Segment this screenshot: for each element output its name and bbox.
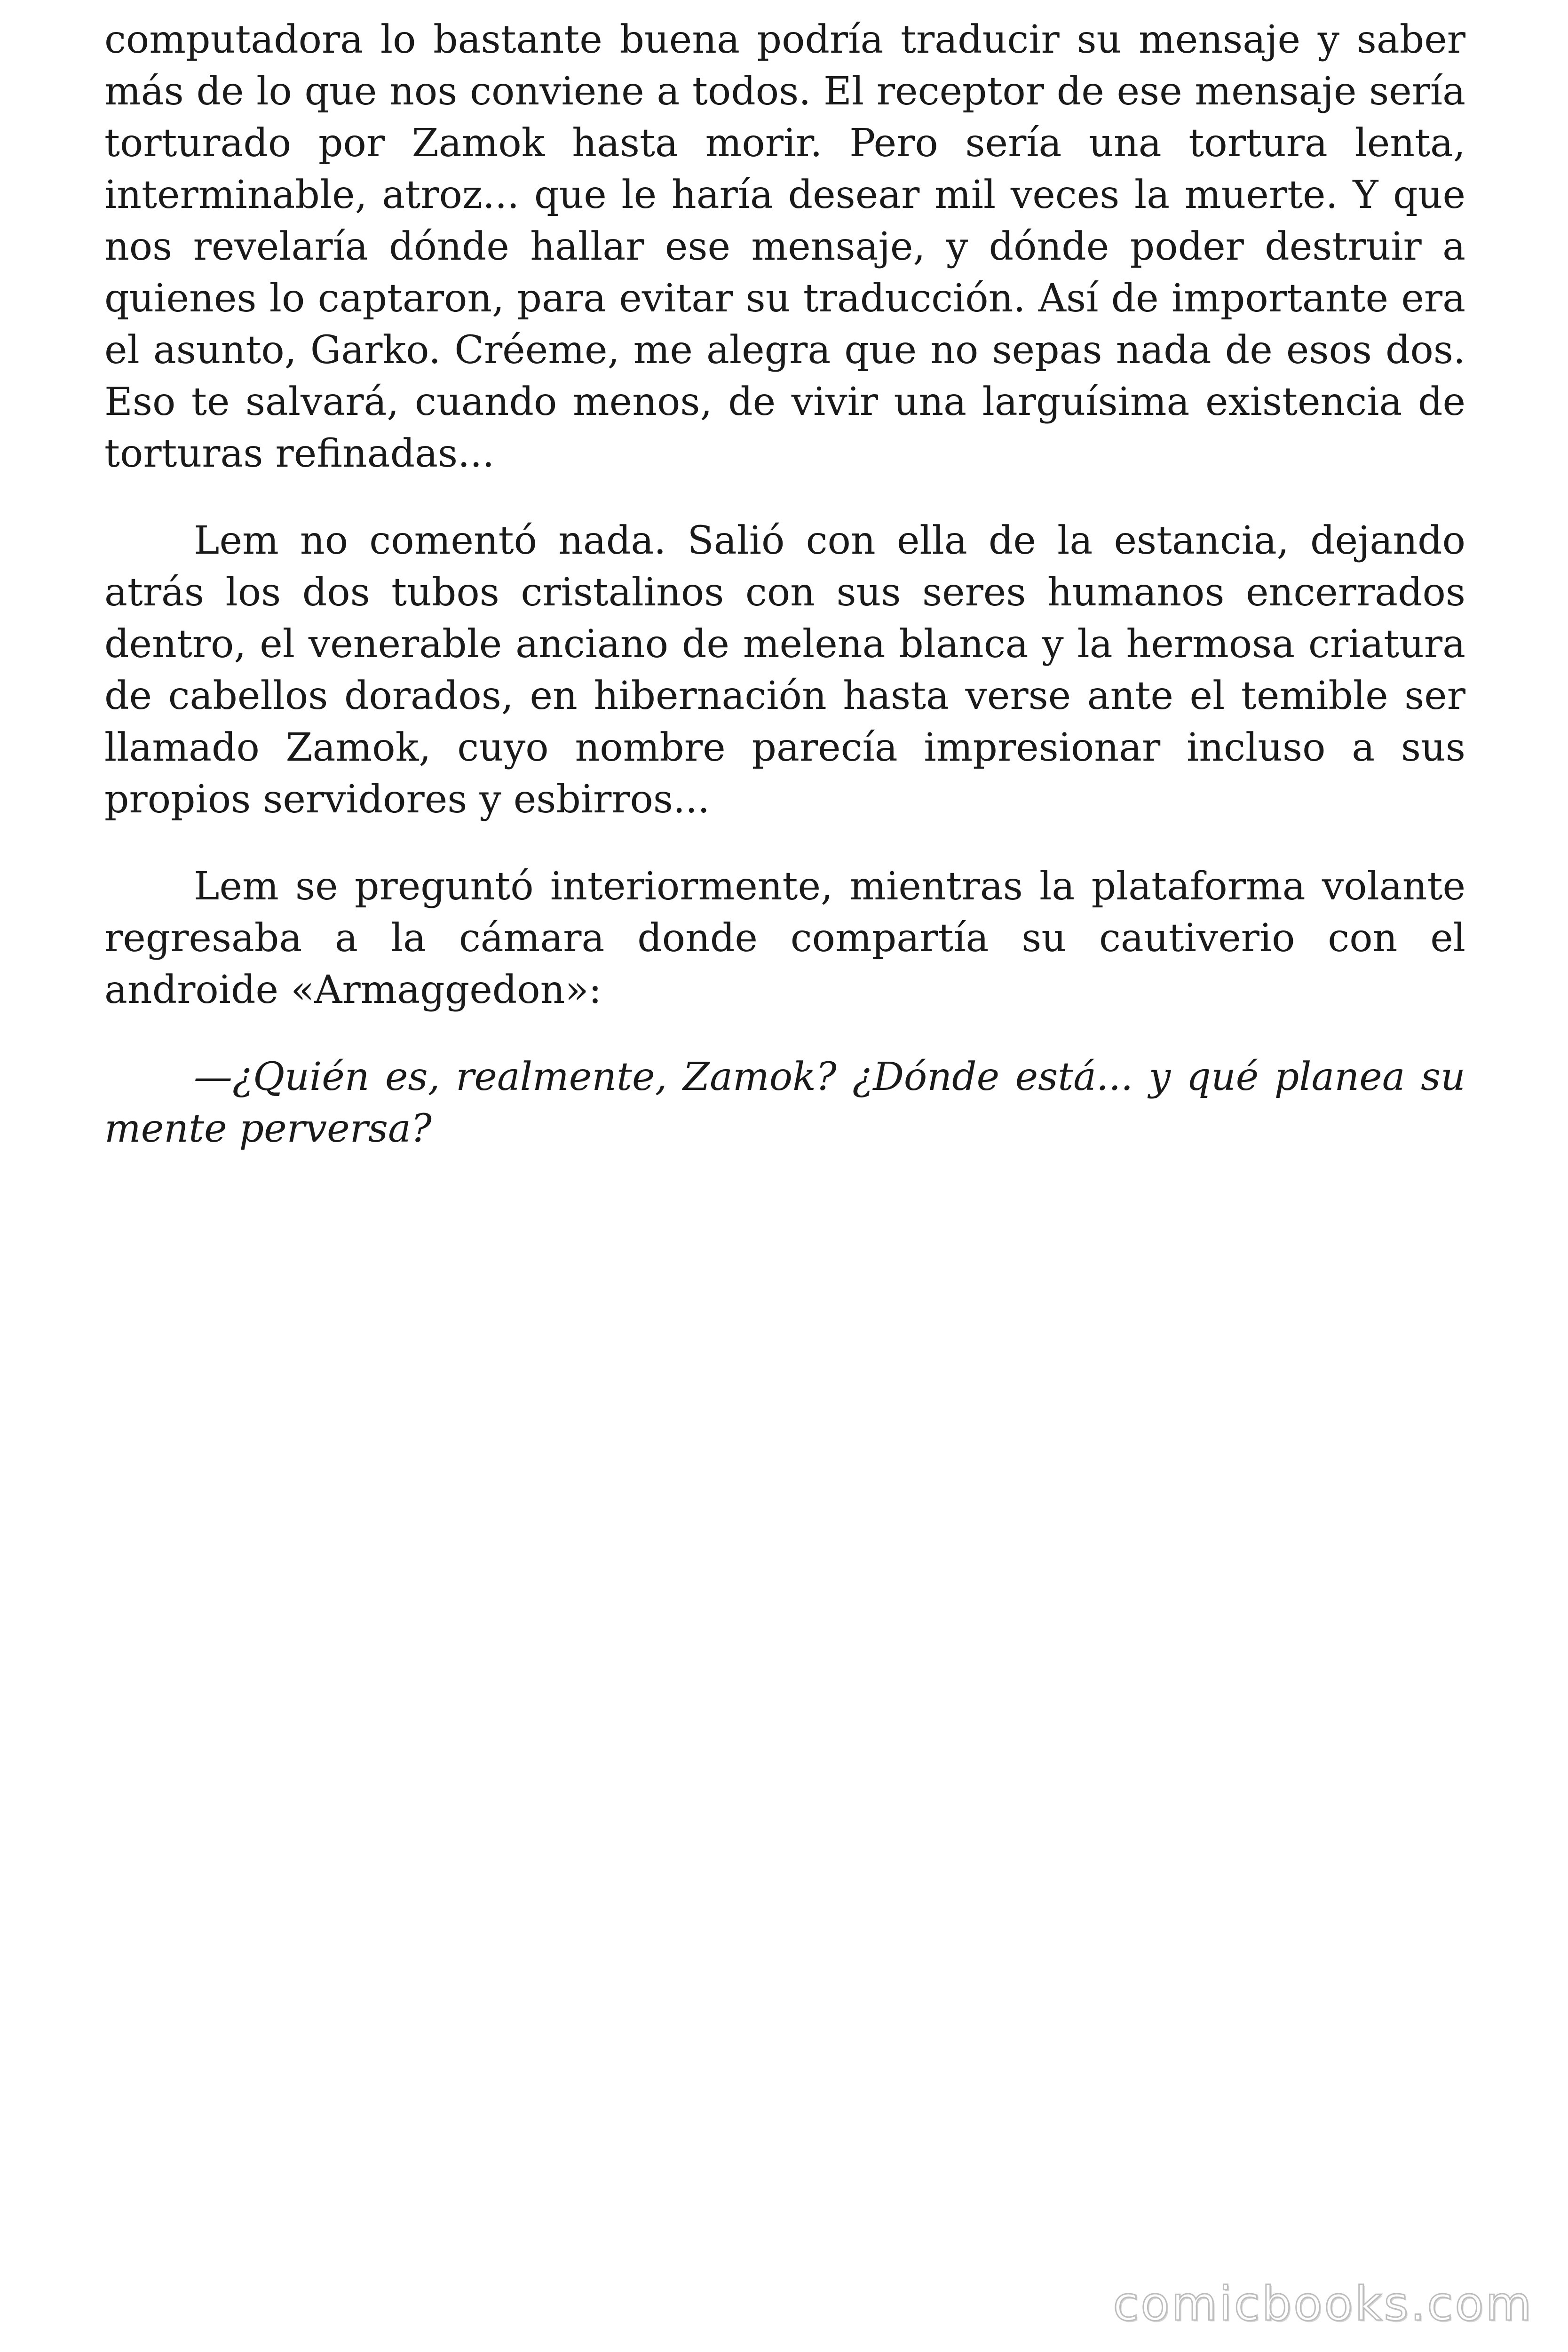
paragraph-continuation: computadora lo bastante buena podría traducir su mensaje y saber más de lo que nos conviene a todos. El receptor de ese mensaje sería torturado por Zamok hasta morir. Pero sería una tortura lenta, interminable, atroz... que le haría desear mil veces la muerte. Y que nos revelaría dónde hallar ese mensaje, y dónde poder destruir a quienes lo captaron, para evitar su traducción. Así de importante era el asunto, Garko. Créeme, me alegra que no sepas nada de esos dos. Eso te salvará, cuando menos, de vivir una larguísima existencia de torturas refinadas... bbox=[104, 17, 1465, 476]
watermark: comicbooks.com bbox=[1113, 2276, 1533, 2331]
paragraph-lem-se-pregunto: Lem se preguntó interiormente, mientras la plataforma volante regresaba a la cámara donde compartía su cautiverio con el androide «Armaggedon»: bbox=[104, 864, 1465, 1012]
paragraph-dialogue-question: —¿Quién es, realmente, Zamok? ¿Dónde está... y qué planea su mente perversa? bbox=[104, 1055, 1465, 1151]
paragraph-lem-no-comento: Lem no comentó nada. Salió con ella de la estancia, dejando atrás los dos tubos cristalinos con sus seres humanos encerrados dentro, el venerable anciano de melena blanca y la hermosa criatura de cabellos dorados, en hibernación hasta verse ante el temible ser llamado Zamok, cuyo nombre parecía impresionar incluso a sus propios servidores y esbirros... bbox=[104, 518, 1465, 822]
body-text bbox=[104, 14, 1465, 1190]
